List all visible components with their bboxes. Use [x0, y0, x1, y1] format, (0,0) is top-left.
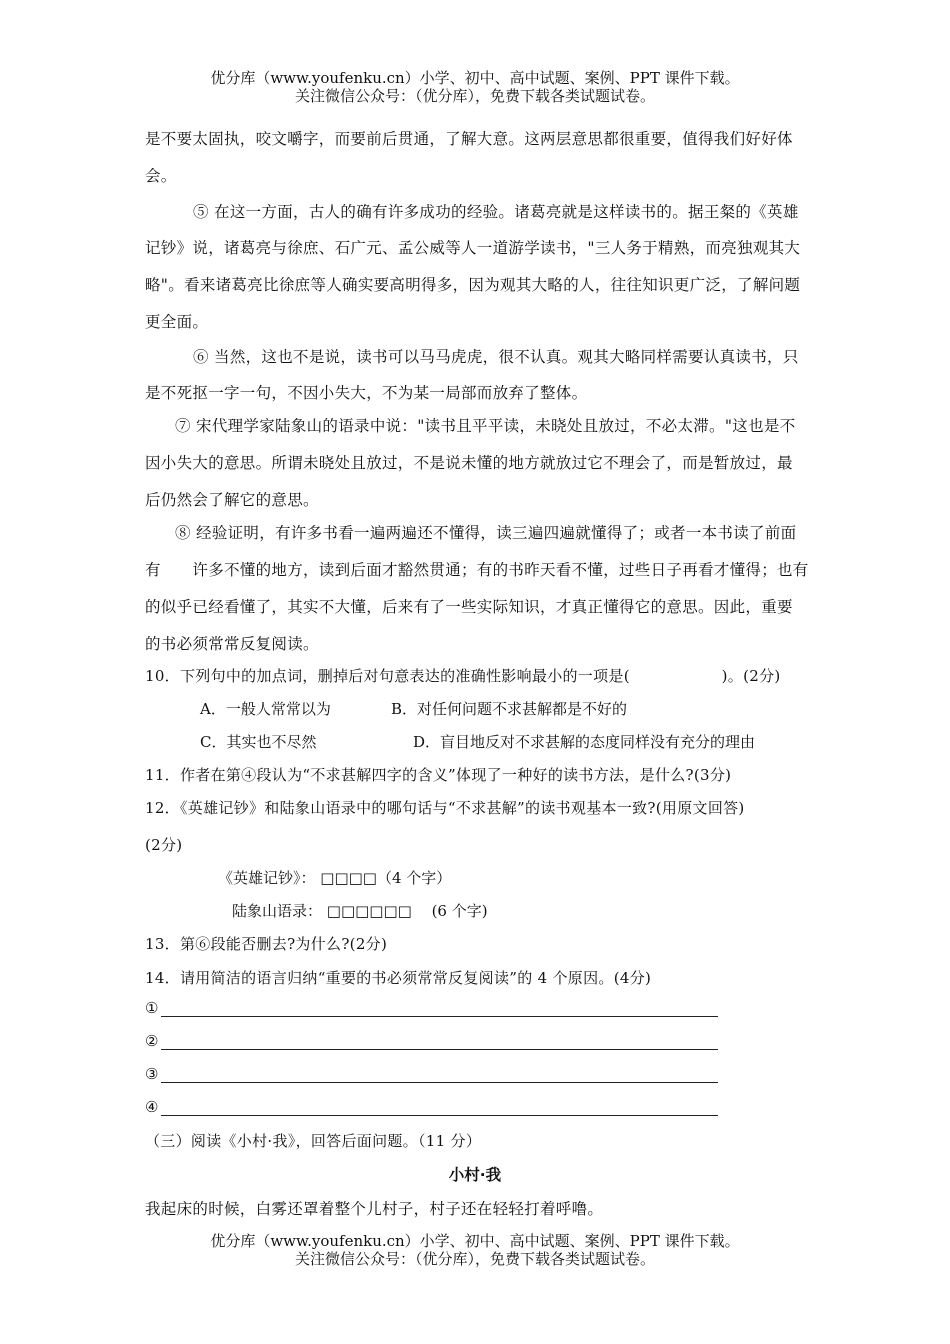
footer-line-1: 优分库（www.youfenku.cn）小学、初中、高中试题、案例、PPT 课件下载。 — [210, 1232, 740, 1250]
paragraph-8-line: ⑧ 经验证明，有许多书看一遍两遍还不懂得，读三遍四遍就懂得了；或者一本书读了前面 — [175, 524, 797, 542]
paragraph-8-line: 有 许多不懂的地方，读到后面才豁然贯通；有的书昨天看不懂，过些日子再看才懂得；也有 — [145, 561, 809, 579]
footer-line-2: 关注微信公众号：（优分库），免费下载各类试题试卷。 — [294, 1250, 655, 1268]
paragraph-6-line: 是不死抠一字一句，不因小失大，不为某一局部而放弃了整体。 — [145, 384, 588, 402]
answer-line — [161, 1115, 718, 1116]
paragraph-5-line: 记钞》说，诸葛亮与徐庶、石广元、孟公威等人一道游学读书，"三人务于精熟，而亮独观其大 — [145, 239, 801, 257]
header-line-2: 关注微信公众号：（优分库），免费下载各类试题试卷。 — [294, 87, 655, 105]
paragraph-7-line: ⑦ 宋代理学家陆象山的语录中说："读书且平平读，未晓处且放过，不必太滞。"这也是不 — [175, 417, 796, 435]
paragraph-8-line: 的似乎已经看懂了，其实不大懂，后来有了一些实际知识，才真正懂得它的意思。因此，重要 — [145, 598, 793, 616]
answer-line — [161, 1049, 718, 1050]
blank-number: ③ — [145, 1065, 159, 1083]
question-14: 14．请用简洁的语言归纳“重要的书必须常常反复阅读”的 4 个原因。(4分) — [145, 969, 652, 987]
answer-line — [161, 1016, 718, 1017]
q10-option-c: C．其实也不尽然 — [200, 733, 317, 751]
paragraph-8-line: 的书必须常常反复阅读。 — [145, 635, 319, 653]
question-12: 12．《英雄记钞》和陆象山语录中的哪句话与“不求甚解”的读书观基本一致?(用原文回答) — [145, 799, 745, 817]
article-title: 小村·我 — [448, 1166, 502, 1184]
question-13: 13．第⑥段能否删去?为什么?(2分) — [145, 935, 388, 953]
question-11: 11．作者在第④段认为“不求甚解四字的含义”体现了一种好的读书方法，是什么?(3分) — [145, 766, 732, 784]
blank-number: ① — [145, 999, 159, 1017]
question-12-points: (2分) — [145, 836, 183, 854]
q10-option-b: B．对任何问题不求甚解都是不好的 — [391, 700, 628, 718]
paragraph-7-line: 后仍然会了解它的意思。 — [145, 491, 319, 509]
question-10: 10．下列句中的加点词，删掉后对句意表达的准确性影响最小的一项是( )。(2分) — [145, 667, 781, 685]
q10-option-a: A．一般人常常以为 — [200, 700, 331, 718]
q12-answer-b: 陆象山语录： □□□□□□ (6 个字) — [232, 902, 488, 920]
paragraph-6-line: ⑥ 当然，这也不是说，读书可以马马虎虎，很不认真。观其大略同样需要认真读书，只 — [193, 348, 799, 366]
page-footer — [0, 1232, 950, 1268]
paragraph-5-line: ⑤ 在这一方面，古人的确有许多成功的经验。诸葛亮就是这样读书的。据王粲的《英雄 — [193, 203, 799, 221]
passage-line: 会。 — [145, 167, 177, 185]
q12-answer-a: 《英雄记钞》： □□□□（4 个字） — [218, 869, 452, 887]
paragraph-7-line: 因小失大的意思。所谓未晓处且放过，不是说未懂的地方就放过它不理会了，而是暂放过，最 — [145, 454, 793, 472]
passage-line: 是不要太固执，咬文嚼字，而要前后贯通，了解大意。这两层意思都很重要，值得我们好好体 — [145, 130, 793, 148]
paragraph-5-line: 更全面。 — [145, 313, 209, 331]
section-3-intro: （三）阅读《小村·我》，回答后面问题。（11 分） — [145, 1132, 482, 1150]
page-header — [0, 69, 950, 105]
article-first-line: 我起床的时候，白雾还罩着整个儿村子，村子还在轻轻打着呼噜。 — [145, 1200, 604, 1218]
header-line-1: 优分库（www.youfenku.cn）小学、初中、高中试题、案例、PPT 课件下载。 — [210, 69, 740, 87]
blank-number: ④ — [145, 1098, 159, 1116]
q10-option-d: D．盲目地反对不求甚解的态度同样没有充分的理由 — [413, 733, 756, 751]
paragraph-5-line: 略"。看来诸葛亮比徐庶等人确实要高明得多，因为观其大略的人，往往知识更广泛，了解问题 — [145, 276, 801, 294]
answer-line — [161, 1082, 718, 1083]
blank-number: ② — [145, 1032, 159, 1050]
